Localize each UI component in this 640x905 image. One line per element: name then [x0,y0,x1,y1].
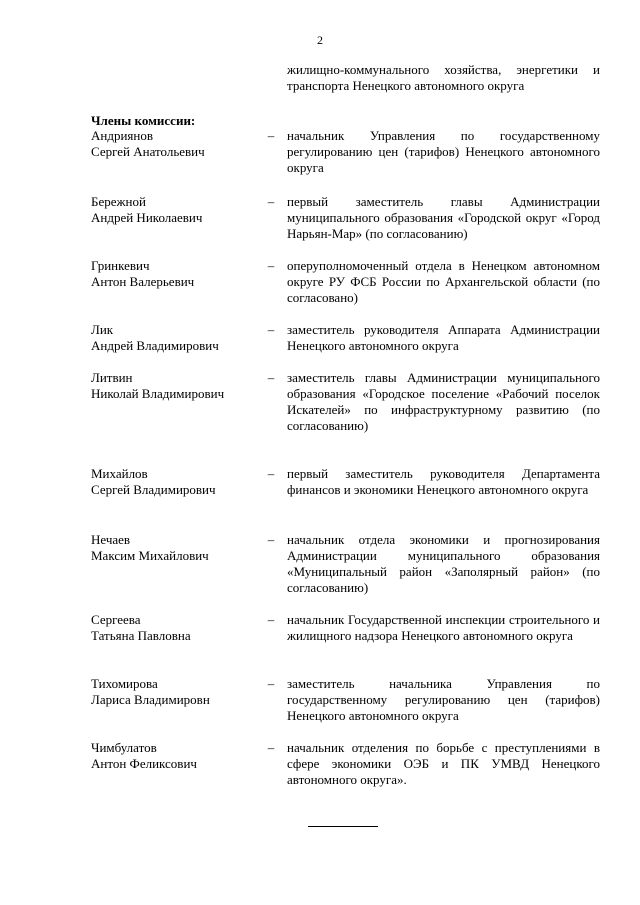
member-given-name: Сергей Владимирович [91,482,216,497]
member-name [91,258,261,290]
member-surname: Чимбулатов [91,740,157,755]
member-position: первый заместитель главы Администрации муниципального образования «Городской округ «Город Нарьян-Мар» (по согласованию) [287,194,600,241]
member-surname: Михайлов [91,466,148,481]
member-position: заместитель руководителя Аппарата Администрации Ненецкого автономного округа [287,322,600,353]
member-given-name: Татьяна Павловна [91,628,191,643]
dash-separator: – [267,676,275,691]
member-surname: Нечаев [91,532,131,547]
member-surname: Андриянов [91,128,153,143]
member-position: начальник отделения по борьбе с преступлениями в сфере экономики ОЭБ и ПК УМВД Ненецкого автономного округа». [287,740,600,787]
member-given-name: Николай Владимирович [91,386,225,401]
member-name [91,194,261,226]
dash-separator: – [267,194,275,209]
member-name [91,466,261,498]
intro-text: жилищно-коммунального хозяйства, энергетики и транспорта Ненецкого автономного округа [287,62,600,93]
member-position: начальник Государственной инспекции строительного и жилищного надзора Ненецкого автономного округа [287,612,600,643]
closing-rule [308,826,378,827]
member-position: оперуполномоченный отдела в Ненецком автономном округе РУ ФСБ России по Архангельской области (по согласовано) [287,258,600,305]
dash-separator: – [267,532,275,547]
dash-separator: – [267,370,275,385]
dash-separator: – [267,322,275,337]
member-given-name: Лариса Владимировн [91,692,210,707]
member-given-name: Андрей Николаевич [91,210,203,225]
dash-separator: – [267,740,275,755]
member-name [91,370,261,402]
member-position: начальник отдела экономики и прогнозирования Администрации муниципального образования «Муниципальный район «Заполярный район» (по согласованию) [287,532,600,595]
member-surname: Тихомирова [91,676,158,691]
member-position: заместитель главы Администрации муниципального образования «Городское поселение «Рабочий поселок Искателей» по инфраструктурному развитию (по согласованию) [287,370,600,433]
member-given-name: Антон Феликсович [91,756,197,771]
member-position: начальник Управления по государственному регулированию цен (тарифов) Ненецкого автономного округа [287,128,600,175]
member-surname: Лик [91,322,114,337]
dash-separator: – [267,258,275,273]
member-name [91,128,261,160]
dash-separator: – [267,128,275,143]
member-name [91,676,261,708]
member-position: заместитель начальника Управления по государственному регулированию цен (тарифов) Ненецкого автономного округа [287,676,600,723]
member-position: первый заместитель руководителя Департамента финансов и экономики Ненецкого автономного округа [287,466,600,497]
member-given-name: Антон Валерьевич [91,274,195,289]
member-given-name: Максим Михайлович [91,548,209,563]
member-name [91,322,261,354]
member-surname: Гринкевич [91,258,150,273]
section-title: Члены комиссии: [91,113,196,128]
member-name [91,740,261,772]
dash-separator: – [267,612,275,627]
member-surname: Литвин [91,370,133,385]
member-given-name: Андрей Владимирович [91,338,219,353]
member-name [91,612,261,644]
member-name [91,532,261,564]
member-surname: Сергеева [91,612,141,627]
member-surname: Бережной [91,194,146,209]
dash-separator: – [267,466,275,481]
member-given-name: Сергей Анатольевич [91,144,205,159]
page-number: 2 [317,33,323,47]
